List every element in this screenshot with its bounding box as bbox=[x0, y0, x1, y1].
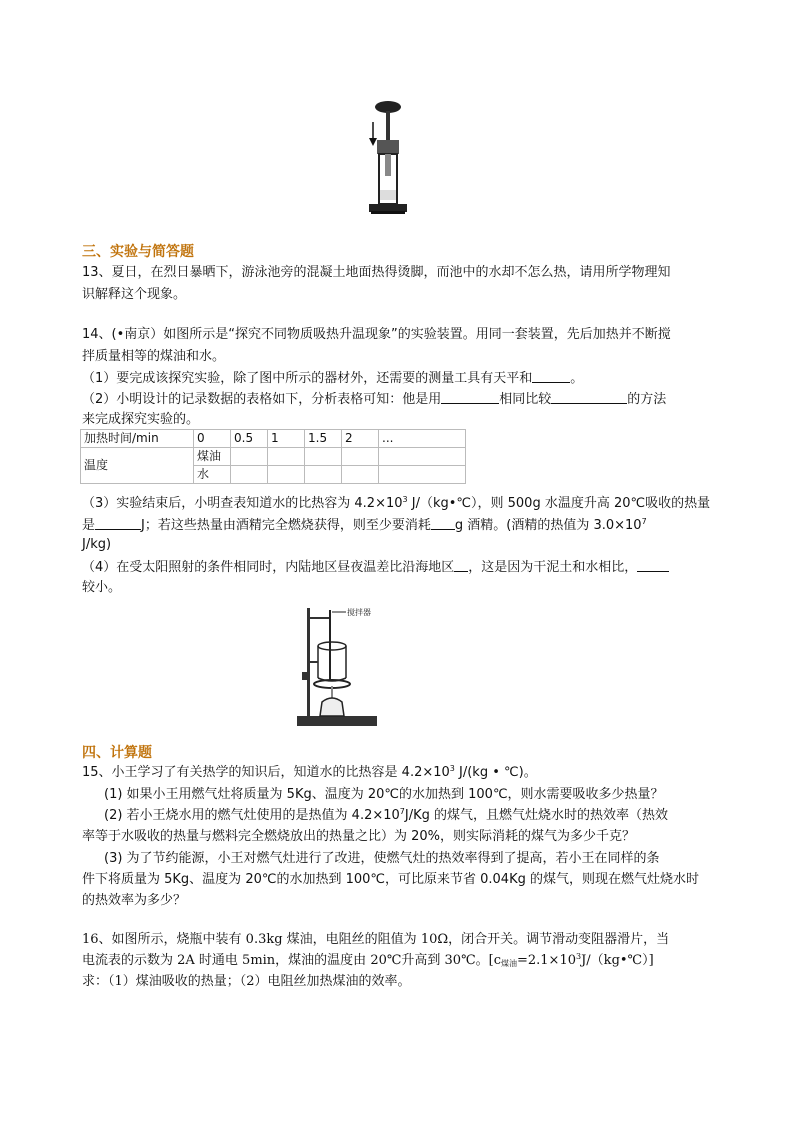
stirrer-label: 搅拌器 bbox=[347, 608, 371, 617]
answer-blank bbox=[454, 559, 468, 572]
q13-line-1: 13、夏日，在烈日暴晒下，游泳池旁的混凝土地面热得烫脚，而池中的水却不怎么热，请用所学物理知 bbox=[82, 265, 671, 280]
section-4-heading: 四、计算题 bbox=[82, 745, 152, 761]
heating-apparatus-figure bbox=[292, 604, 392, 730]
answer-blank bbox=[95, 517, 141, 530]
q15-sub-3: (3) 为了节约能源，小王对燃气灶进行了改进，使燃气灶的热效率得到了提高，若小王在同样的条 bbox=[104, 851, 660, 866]
answer-blank bbox=[532, 370, 570, 383]
answer-blank bbox=[637, 559, 669, 572]
q15-sub-2-cont: 率等于水吸收的热量与燃料完全燃烧放出的热量之比）为 20%，则实际消耗的煤气为多少千克？ bbox=[82, 829, 636, 844]
q15-intro: 15、小王学习了有关热学的知识后，知道水的比热容是 $4.2\times 10^3$ J/(kg • ℃)。 bbox=[82, 764, 537, 780]
answer-blank bbox=[441, 391, 499, 404]
q14-part-4: （4）在受太阳照射的条件相同时，内陆地区昼夜温差比沿海地区 ，这是因为干泥土和水相比， bbox=[82, 559, 669, 576]
q14-part-1: （1）要完成该探究实验，除了图中所示的器材外，还需要的测量工具有天平和 。 bbox=[82, 371, 584, 386]
q16-line-1: 16、如图所示，烧瓶中装有 0.3kg 煤油，电阻丝的阻值为 10Ω，闭合开关。调节滑动变阻器滑片，当 bbox=[82, 932, 670, 947]
q14-line-1: 14、(•南京）如图所示是“探究不同物质吸热升温现象”的实验装置。用同一套装置，先后加热并不断搅 bbox=[82, 327, 671, 342]
pump-figure bbox=[360, 98, 410, 220]
q14-line-2: 拌质量相等的煤油和水。 bbox=[82, 349, 226, 364]
record-table: 加热时间/min 0 0.5 1 1.5 2 ... 温度 煤油 水 bbox=[80, 429, 466, 484]
q14-part-2-cont: 来完成探究实验的。 bbox=[82, 412, 200, 427]
temp-header: 温度 bbox=[81, 448, 194, 484]
q15-sub-2: (2) 若小王烧水用的燃气灶使用的是热值为 $4.2\times 10^7J/Kg$ 的煤气，且燃气灶烧水时的热效率（热效 bbox=[104, 807, 669, 823]
q13-line-2: 识解释这个现象。 bbox=[82, 287, 187, 302]
answer-blank bbox=[431, 517, 455, 530]
q14-part-2: （2）小明设计的记录数据的表格如下，分析表格可知：他是用 相同比较 的方法 bbox=[82, 392, 667, 407]
q14-part-4-cont: 较小。 bbox=[82, 580, 122, 595]
q15-sub-1: (1) 如果小王用燃气灶将质量为 5Kg、温度为 20℃的水加热到 100℃，则水需要吸收多少热量？ bbox=[104, 787, 664, 802]
q16-line-2: 电流表的示数为 2A 时通电 5min，煤油的温度由 20℃升高到 30℃。$[c_{煤油}=2.1\times 10^3J/(kg•℃)]$ bbox=[82, 952, 654, 968]
q14-part-3: （3）实验结束后，小明查表知道水的比热容为 $4.2\times 10^3$ J/（kg•℃），则 500g 水温度升高 20℃吸收的热量 bbox=[82, 495, 711, 511]
q14-part-3-cont: 是 J；若这些热量由酒精完全燃烧获得，则至少要消耗 g 酒精。(酒精的热值为 $3.0\times 10^7$ bbox=[82, 517, 647, 533]
time-header: 加热时间/min bbox=[81, 430, 194, 448]
answer-blank bbox=[551, 391, 627, 404]
q16-line-3: 求：（1）煤油吸收的热量；（2）电阻丝加热煤油的效率。 bbox=[82, 974, 411, 989]
q15-sub-3-end: 的热效率为多少？ bbox=[82, 893, 187, 908]
q14-part-3-unit: J/kg) bbox=[82, 537, 112, 552]
water-row: 水 bbox=[194, 466, 231, 484]
kerosene-row: 煤油 bbox=[194, 448, 231, 466]
q15-sub-3-cont: 件下将质量为 5Kg、温度为 20℃的水加热到 100℃，可比原来节省 0.04Kg 的煤气，则现在燃气灶烧水时 bbox=[82, 872, 699, 887]
section-3-heading: 三、实验与简答题 bbox=[82, 244, 194, 260]
